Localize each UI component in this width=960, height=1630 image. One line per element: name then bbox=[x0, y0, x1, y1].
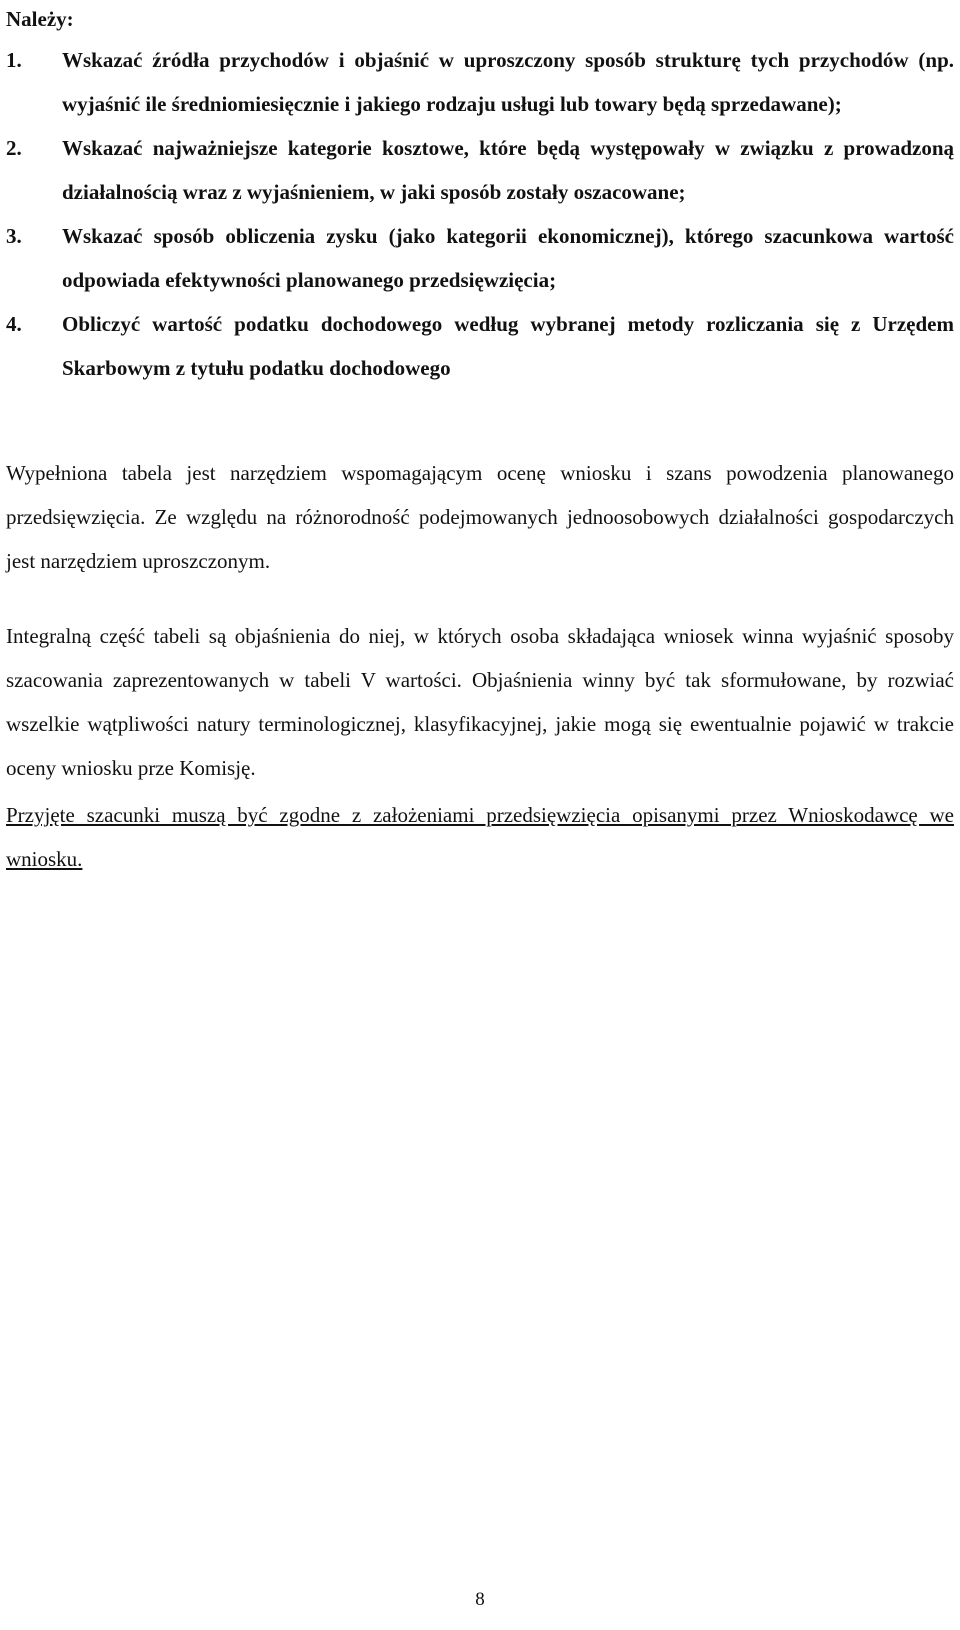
list-item bbox=[6, 214, 954, 302]
page-number: 8 bbox=[475, 1589, 485, 1610]
list-item-number: 2. bbox=[6, 136, 22, 160]
requirements-list bbox=[6, 38, 954, 390]
list-item-number: 3. bbox=[6, 224, 22, 248]
list-item-text: Wskazać najważniejsze kategorie kosztowe, które będą występowały w związku z prowadzoną działalnością wraz z wyjaśnieniem, w jaki sposób zostały oszacowane; bbox=[62, 136, 954, 204]
list-item-number: 1. bbox=[6, 48, 22, 72]
list-item-text: Obliczyć wartość podatku dochodowego według wybranej metody rozliczania się z Urzędem Skarbowym z tytułu podatku dochodowego bbox=[62, 312, 954, 380]
section-heading: Należy: bbox=[6, 7, 74, 31]
list-item-text: Wskazać sposób obliczenia zysku (jako kategorii ekonomicznej), którego szacunkowa wartość odpowiada efektywności planowanego przedsięwzięcia; bbox=[62, 224, 954, 292]
list-item bbox=[6, 126, 954, 214]
paragraph-assumptions-note: Przyjęte szacunki muszą być zgodne z założeniami przedsięwzięcia opisanymi przez Wnioskodawcę we wniosku. bbox=[6, 803, 954, 871]
list-item bbox=[6, 302, 954, 390]
paragraph-explanations: Integralną część tabeli są objaśnienia do niej, w których osoba składająca wniosek winna wyjaśnić sposoby szacowania zaprezentowanych w tabeli V wartości. Objaśnienia winny być tak sformułowane, by rozwiać wszelkie wątpliwości natury terminologicznej, klasyfikacyjnej, jakie mogą się ewentualnie pojawić w trakcie oceny wniosku prze Komisję. bbox=[6, 624, 954, 780]
paragraph-table-purpose: Wypełniona tabela jest narzędziem wspomagającym ocenę wniosku i szans powodzenia planowanego przedsięwzięcia. Ze względu na różnorodność podejmowanych jednoosobowych działalności gospodarczych jest narzędziem uproszczonym. bbox=[6, 461, 954, 573]
list-item bbox=[6, 38, 954, 126]
list-item-text: Wskazać źródła przychodów i objaśnić w uproszczony sposób strukturę tych przychodów (np. wyjaśnić ile średniomiesięcznie i jakiego rodzaju usługi lub towary będą sprzedawane); bbox=[62, 48, 954, 116]
list-item-number: 4. bbox=[6, 312, 22, 336]
